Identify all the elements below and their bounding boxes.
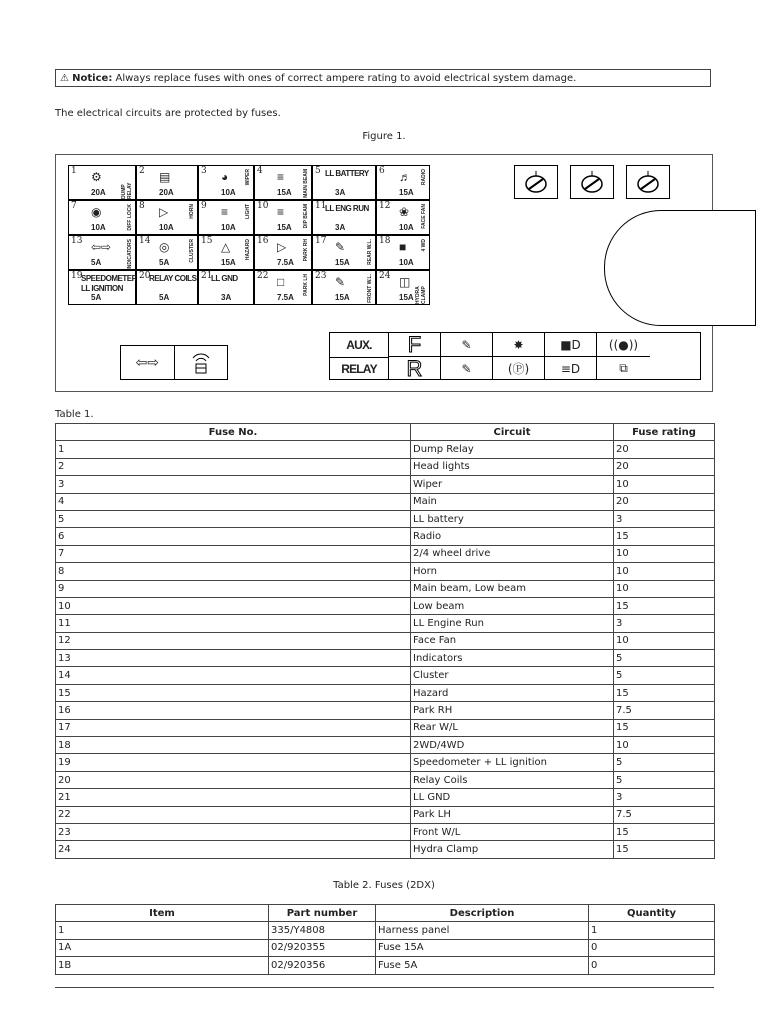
table-cell: 5 bbox=[614, 771, 715, 788]
fuse-circuit-icon: ▷ bbox=[277, 240, 287, 254]
fuse-amp-rating: 15A bbox=[335, 293, 350, 302]
fuse-circuit-icon: ⇦⇨ bbox=[91, 240, 112, 254]
footer-divider bbox=[55, 987, 714, 988]
table-cell: 20 bbox=[614, 441, 715, 458]
table-cell: 2WD/4WD bbox=[411, 737, 614, 754]
table-cell: Wiper bbox=[411, 476, 614, 493]
table-row bbox=[56, 632, 715, 649]
warning-icon: ⚠ bbox=[60, 73, 69, 84]
fuse-vertical-label: MAIN BEAM bbox=[303, 169, 309, 198]
fuse-circuit-icon: ◫ bbox=[399, 275, 411, 289]
table-cell: Radio bbox=[411, 528, 614, 545]
table-cell: 10 bbox=[614, 563, 715, 580]
fuse-amp-rating: 10A bbox=[221, 188, 236, 197]
fuse-circuit-icon: ❀ bbox=[399, 205, 410, 219]
fuse-number: 3 bbox=[201, 166, 207, 176]
table-cell: 02/920355 bbox=[269, 939, 376, 956]
fuse-circuit-icon: ♬ bbox=[399, 170, 411, 184]
table-cell: Fuse 15A bbox=[376, 939, 589, 956]
table-row bbox=[56, 823, 715, 840]
fuse-number: 8 bbox=[139, 201, 145, 211]
table-cell: 2/4 wheel drive bbox=[411, 545, 614, 562]
fuse-slot-13 bbox=[68, 235, 136, 270]
indicator-arrows-icon: ⇦⇨ bbox=[121, 346, 175, 379]
horn-icon: ⧉ bbox=[596, 356, 650, 380]
reverse-letter-icon bbox=[388, 356, 440, 380]
fuse-vertical-label: HAZARD bbox=[245, 239, 251, 261]
fuse-slot-8 bbox=[136, 200, 198, 235]
fuse-number: 15 bbox=[201, 236, 213, 246]
table-cell: 17 bbox=[56, 719, 411, 736]
fuse-amp-rating: 10A bbox=[159, 223, 174, 232]
table-cell: 0 bbox=[589, 939, 715, 956]
fuse-number: 24 bbox=[379, 271, 391, 281]
fuse-slot-11 bbox=[312, 200, 376, 235]
table-cell: 8 bbox=[56, 563, 411, 580]
table-row bbox=[56, 719, 715, 736]
table-cell: LL battery bbox=[411, 510, 614, 527]
table-row bbox=[56, 737, 715, 754]
table-cell: 5 bbox=[56, 510, 411, 527]
table-cell: 20 bbox=[614, 493, 715, 510]
table-cell: LL GND bbox=[411, 789, 614, 806]
fuse-circuit-icon: ■ bbox=[399, 240, 407, 254]
table-row bbox=[56, 458, 715, 475]
fuse-slot-15 bbox=[198, 235, 254, 270]
fuse-circuit-icon: ▷ bbox=[159, 205, 169, 219]
table-cell: 23 bbox=[56, 823, 411, 840]
fuse-number: 19 bbox=[71, 271, 83, 281]
fuse-label: LL GND bbox=[211, 274, 238, 283]
fuse-slot-20 bbox=[136, 270, 198, 305]
park-brake-icon: (Ⓟ) bbox=[492, 356, 544, 380]
fuse-amp-rating: 15A bbox=[221, 258, 236, 267]
fuse-amp-rating: 10A bbox=[399, 258, 414, 267]
table-row bbox=[56, 841, 715, 858]
fuse-amp-rating: 5A bbox=[91, 258, 102, 267]
table-cell: 12 bbox=[56, 632, 411, 649]
fuse-vertical-label: DIP BEAM bbox=[303, 204, 309, 229]
header-circuit: Circuit bbox=[411, 424, 614, 441]
table-cell: 10 bbox=[614, 580, 715, 597]
fuse-amp-rating: 5A bbox=[91, 293, 102, 302]
fuse-vertical-label: FRONT W.L. bbox=[367, 274, 373, 303]
fuse-amp-rating: 15A bbox=[399, 293, 414, 302]
table-cell: 13 bbox=[56, 650, 411, 667]
table-row bbox=[56, 667, 715, 684]
table-cell: 335/Y4808 bbox=[269, 922, 376, 939]
notice-text: Always replace fuses with ones of correct ampere rating to avoid electrical system damage. bbox=[115, 73, 577, 84]
fuse-number: 10 bbox=[257, 201, 269, 211]
fuse-slot-16 bbox=[254, 235, 312, 270]
table-cell: Horn bbox=[411, 563, 614, 580]
table-cell: 15 bbox=[614, 597, 715, 614]
fuse-amp-rating: 20A bbox=[159, 188, 174, 197]
table-cell: 7.5 bbox=[614, 702, 715, 719]
fuse-slot-18 bbox=[376, 235, 430, 270]
aux-letter-f: F bbox=[407, 332, 422, 357]
bottom-relay-icons bbox=[120, 345, 228, 380]
fuse-number: 16 bbox=[257, 236, 269, 246]
fuse-amp-rating: 3A bbox=[335, 188, 346, 197]
table-cell: Head lights bbox=[411, 458, 614, 475]
table-row bbox=[56, 806, 715, 823]
relay-socket-icon bbox=[626, 165, 670, 199]
table-cell: 9 bbox=[56, 580, 411, 597]
table-cell: Low beam bbox=[411, 597, 614, 614]
fuse-vertical-label: LIGHT bbox=[245, 204, 251, 219]
fuse-vertical-label: RADIO bbox=[421, 169, 427, 186]
table-cell: LL Engine Run bbox=[411, 615, 614, 632]
table-cell: Speedometer + LL ignition bbox=[411, 754, 614, 771]
fuse-diagram bbox=[55, 154, 713, 392]
table-row bbox=[56, 771, 715, 788]
table-cell: 10 bbox=[614, 737, 715, 754]
fuse-amp-rating: 15A bbox=[399, 188, 414, 197]
table-row bbox=[56, 597, 715, 614]
table-cell: 1 bbox=[56, 922, 269, 939]
fuse-vertical-label: REAR W.L. bbox=[367, 239, 373, 265]
table-cell: 19 bbox=[56, 754, 411, 771]
fuse-amp-rating: 3A bbox=[335, 223, 346, 232]
relay-socket-icon bbox=[514, 165, 558, 199]
table-cell: Hazard bbox=[411, 684, 614, 701]
aux-relay-panel bbox=[329, 332, 701, 380]
table-cell: 1 bbox=[56, 441, 411, 458]
table-cell: 5 bbox=[614, 667, 715, 684]
table-cell: Indicators bbox=[411, 650, 614, 667]
fuse-label: LL ENG RUN bbox=[325, 204, 369, 213]
table-row bbox=[56, 957, 715, 974]
header-quantity: Quantity bbox=[589, 905, 715, 922]
fuse-slot-2 bbox=[136, 165, 198, 200]
fuse-number: 18 bbox=[379, 236, 391, 246]
fuse-amp-rating: 5A bbox=[159, 293, 170, 302]
figure-caption: Figure 1. bbox=[362, 131, 406, 142]
fuse-vertical-label: PARK LH bbox=[303, 274, 309, 296]
table-cell: 15 bbox=[614, 719, 715, 736]
table-cell: Cluster bbox=[411, 667, 614, 684]
table-row bbox=[56, 493, 715, 510]
table-row bbox=[56, 754, 715, 771]
fuse-number: 9 bbox=[201, 201, 207, 211]
fuse-vertical-label: 4 WD bbox=[421, 239, 427, 252]
table-row bbox=[56, 545, 715, 562]
fuse-label: SPEEDOMETER bbox=[81, 274, 137, 283]
fuse-circuit-icon: ✎ bbox=[335, 275, 346, 289]
header-fuse-rating: Fuse rating bbox=[614, 424, 715, 441]
table-cell: 5 bbox=[614, 650, 715, 667]
fuse-number: 12 bbox=[379, 201, 391, 211]
fuse-amp-rating: 7.5A bbox=[277, 258, 294, 267]
fuse-circuit-icon: ≡ bbox=[277, 170, 285, 184]
fuse-slot-12 bbox=[376, 200, 430, 235]
table-header-row bbox=[56, 424, 715, 441]
table-row bbox=[56, 563, 715, 580]
work-light-icon: ✎ bbox=[440, 333, 492, 357]
fuse-circuit-icon: ✎ bbox=[335, 240, 346, 254]
table-cell: Harness panel bbox=[376, 922, 589, 939]
table-cell: Front W/L bbox=[411, 823, 614, 840]
fuse-vertical-label: DIFF LOCK bbox=[127, 204, 133, 231]
fuse-slot-23 bbox=[312, 270, 376, 305]
forward-letter-icon bbox=[388, 333, 440, 357]
table-cell: Rear W/L bbox=[411, 719, 614, 736]
table-cell: 3 bbox=[614, 510, 715, 527]
header-item: Item bbox=[56, 905, 269, 922]
table-cell: 11 bbox=[56, 615, 411, 632]
fuse-amp-rating: 5A bbox=[159, 258, 170, 267]
fuse-vertical-label: WIPER bbox=[245, 169, 251, 186]
fuse-number: 13 bbox=[71, 236, 83, 246]
dip-beam-icon: ≡D bbox=[544, 356, 596, 380]
fuse-amp-rating: 10A bbox=[221, 223, 236, 232]
table-cell: 14 bbox=[56, 667, 411, 684]
beacon-icon bbox=[175, 346, 228, 379]
fuse-slot-4 bbox=[254, 165, 312, 200]
table-cell: Dump Relay bbox=[411, 441, 614, 458]
fuse-label: LL BATTERY bbox=[325, 169, 369, 178]
table-cell: 2 bbox=[56, 458, 411, 475]
fuse-vertical-label: HORN bbox=[189, 204, 195, 219]
table-cell: 20 bbox=[56, 771, 411, 788]
table-row bbox=[56, 684, 715, 701]
fuse-circuit-icon: ◕ bbox=[221, 170, 229, 184]
table-cell: 4 bbox=[56, 493, 411, 510]
table-row bbox=[56, 939, 715, 956]
header-description: Description bbox=[376, 905, 589, 922]
fuse-circuit-icon: △ bbox=[221, 240, 231, 254]
fuse-slot-1 bbox=[68, 165, 136, 200]
fuse-number: 14 bbox=[139, 236, 151, 246]
aux-letter-r: R bbox=[406, 355, 423, 381]
table-cell: 1A bbox=[56, 939, 269, 956]
table-row bbox=[56, 476, 715, 493]
table-cell: 1B bbox=[56, 957, 269, 974]
fuse-amp-rating: 7.5A bbox=[277, 293, 294, 302]
table-cell: Relay Coils bbox=[411, 771, 614, 788]
table-row bbox=[56, 580, 715, 597]
relay-socket-icon bbox=[570, 165, 614, 199]
fuse-circuit-icon: ▤ bbox=[159, 170, 171, 184]
fuse-amp-rating: 15A bbox=[277, 188, 292, 197]
table-cell: 3 bbox=[614, 789, 715, 806]
table-row bbox=[56, 789, 715, 806]
header-fuse-no: Fuse No. bbox=[56, 424, 411, 441]
table-cell: 1 bbox=[589, 922, 715, 939]
fuse-slot-7 bbox=[68, 200, 136, 235]
fuse-slot-3 bbox=[198, 165, 254, 200]
table-cell: Fuse 5A bbox=[376, 957, 589, 974]
fuse-number: 4 bbox=[257, 166, 263, 176]
table-cell: Main beam, Low beam bbox=[411, 580, 614, 597]
table-cell: 7.5 bbox=[614, 806, 715, 823]
table-cell: 3 bbox=[56, 476, 411, 493]
parts-table bbox=[55, 904, 715, 975]
table-row bbox=[56, 922, 715, 939]
table-cell: 5 bbox=[614, 754, 715, 771]
header-part-number: Part number bbox=[269, 905, 376, 922]
table-row bbox=[56, 528, 715, 545]
table-cell: 10 bbox=[614, 476, 715, 493]
fuse-amp-rating: 10A bbox=[399, 223, 414, 232]
table-row bbox=[56, 510, 715, 527]
table-cell: 3 bbox=[614, 615, 715, 632]
headlight-icon: ■D bbox=[544, 333, 596, 357]
fuse-amp-rating: 15A bbox=[335, 258, 350, 267]
fuse-table bbox=[55, 423, 715, 859]
fuse-number: 17 bbox=[315, 236, 327, 246]
fuse-number: 2 bbox=[139, 166, 145, 176]
fuse-vertical-label: PARK RH bbox=[303, 239, 309, 262]
fuse-amp-rating: 10A bbox=[91, 223, 106, 232]
table-row bbox=[56, 650, 715, 667]
table-cell: 20 bbox=[614, 458, 715, 475]
notice-box bbox=[55, 69, 711, 87]
fuse-number: 5 bbox=[315, 166, 321, 176]
fuse-slot-14 bbox=[136, 235, 198, 270]
fuse-slot-17 bbox=[312, 235, 376, 270]
table-cell: 18 bbox=[56, 737, 411, 754]
housing-cutout bbox=[604, 210, 756, 326]
fuse-amp-rating: 20A bbox=[91, 188, 106, 197]
fuse-amp-rating: 15A bbox=[277, 223, 292, 232]
table-cell: 10 bbox=[614, 632, 715, 649]
fuse-number: 20 bbox=[139, 271, 151, 281]
table-cell: 21 bbox=[56, 789, 411, 806]
table-cell: 10 bbox=[56, 597, 411, 614]
table-cell: 15 bbox=[614, 823, 715, 840]
fuse-slot-9 bbox=[198, 200, 254, 235]
table-header-row bbox=[56, 905, 715, 922]
table-cell: Face Fan bbox=[411, 632, 614, 649]
table-cell: 02/920356 bbox=[269, 957, 376, 974]
table-row bbox=[56, 702, 715, 719]
aux-relay-title: AUX. RELAY bbox=[330, 333, 389, 358]
table-cell: 15 bbox=[56, 684, 411, 701]
table-cell: Park LH bbox=[411, 806, 614, 823]
brake-warning-icon: ((●)) bbox=[596, 333, 650, 357]
table1-caption: Table 1. bbox=[55, 409, 94, 420]
fuse-number: 21 bbox=[201, 271, 213, 281]
fuse-number: 1 bbox=[71, 166, 77, 176]
table-cell: 22 bbox=[56, 806, 411, 823]
fuse-number: 22 bbox=[257, 271, 269, 281]
fuse-circuit-icon: □ bbox=[277, 275, 285, 289]
table-cell: 10 bbox=[614, 545, 715, 562]
table-cell: 0 bbox=[589, 957, 715, 974]
fuse-circuit-icon: ◉ bbox=[91, 205, 102, 219]
fuse-circuit-icon: ⚙ bbox=[91, 170, 102, 184]
fuse-vertical-label: FACE FAN bbox=[421, 204, 427, 229]
fuse-sub-label: LL IGNITION bbox=[81, 284, 123, 293]
fuse-vertical-label: CLUSTER bbox=[189, 239, 195, 263]
fuse-circuit-icon: ≡ bbox=[221, 205, 229, 219]
fuse-circuit-icon: ≡ bbox=[277, 205, 285, 219]
fuse-vertical-label: DUMP RELAY bbox=[121, 182, 133, 199]
fuse-vertical-label: INDICATORS bbox=[127, 239, 133, 270]
fuse-number: 6 bbox=[379, 166, 385, 176]
table-cell: Park RH bbox=[411, 702, 614, 719]
fuse-slot-21 bbox=[198, 270, 254, 305]
fuse-number: 7 bbox=[71, 201, 77, 211]
table-cell: 15 bbox=[614, 841, 715, 858]
table-cell: 7 bbox=[56, 545, 411, 562]
fuse-number: 11 bbox=[315, 201, 327, 211]
fuse-label: RELAY COILS bbox=[149, 274, 197, 283]
table-cell: 6 bbox=[56, 528, 411, 545]
fuse-circuit-icon: ◎ bbox=[159, 240, 170, 254]
rear-work-light-icon: ✎ bbox=[440, 356, 492, 380]
fuse-amp-rating: 3A bbox=[221, 293, 232, 302]
fuse-number: 23 bbox=[315, 271, 327, 281]
fuse-slot-19 bbox=[68, 270, 136, 305]
table-row bbox=[56, 615, 715, 632]
fuse-slot-6 bbox=[376, 165, 430, 200]
fuse-vertical-label: HYDRA CLAMP bbox=[415, 286, 427, 304]
table-cell: Hydra Clamp bbox=[411, 841, 614, 858]
table2-caption: Table 2. Fuses (2DX) bbox=[333, 880, 435, 891]
table-cell: 15 bbox=[614, 684, 715, 701]
intro-text: The electrical circuits are protected by fuses. bbox=[55, 108, 281, 119]
table-cell: 15 bbox=[614, 528, 715, 545]
table-row bbox=[56, 441, 715, 458]
beacon-light-icon: ✸ bbox=[492, 333, 544, 357]
fuse-slot-24 bbox=[376, 270, 430, 305]
fuse-slot-5 bbox=[312, 165, 376, 200]
table-cell: 24 bbox=[56, 841, 411, 858]
table-cell: Main bbox=[411, 493, 614, 510]
fuse-slot-22 bbox=[254, 270, 312, 305]
table-cell: 16 bbox=[56, 702, 411, 719]
fuse-slot-10 bbox=[254, 200, 312, 235]
notice-label: Notice: bbox=[72, 73, 113, 84]
